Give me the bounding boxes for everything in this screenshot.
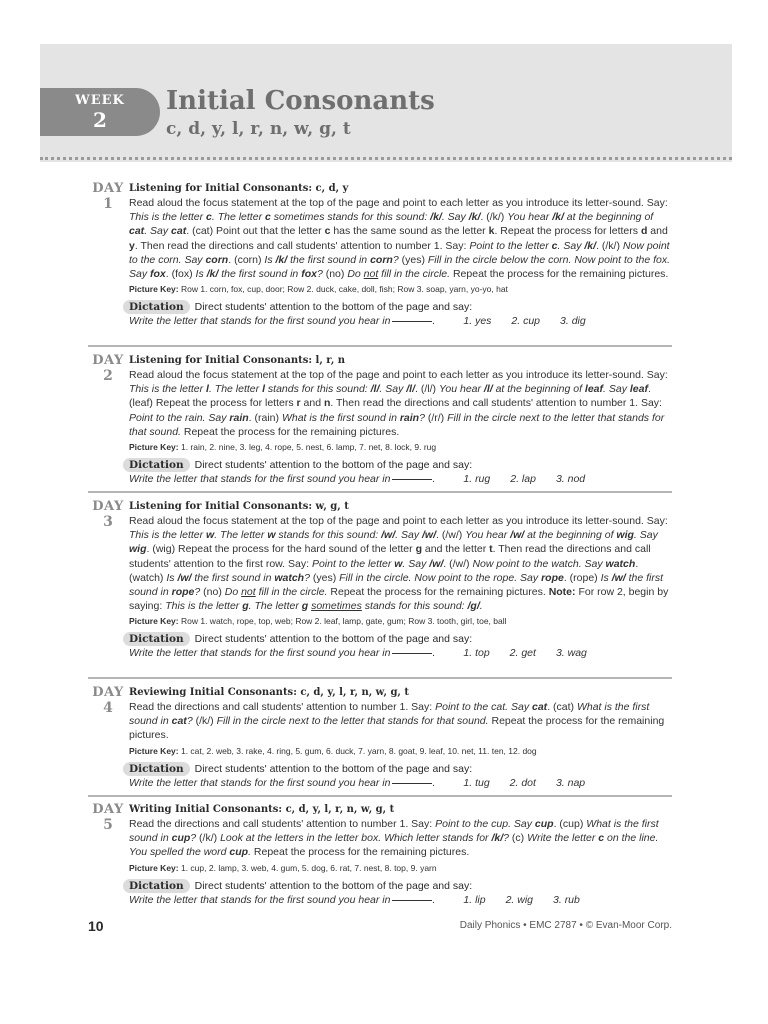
- text-run: . (/w/): [436, 529, 466, 542]
- text-run: leaf: [584, 383, 604, 396]
- text-run: the first sound in: [218, 268, 302, 281]
- day-badge: [88, 686, 128, 715]
- dictation-word: 1. top: [463, 647, 490, 660]
- picture-key-label: Picture Key:: [129, 284, 179, 295]
- dictation-text: Direct students' attention to the bottom of the page and say:: [194, 301, 473, 314]
- text-run: Point to the rain. Say: [129, 411, 230, 424]
- text-run: You hear: [507, 211, 553, 224]
- day-number: 1: [103, 196, 113, 212]
- text-run: on the line. You spelled the word: [129, 832, 659, 859]
- text-run: watch: [274, 571, 305, 584]
- day-body: [129, 803, 672, 908]
- text-run: Repeat the process for the remaining pictures.: [450, 268, 669, 281]
- text-run: Point to the cat. Say: [435, 701, 532, 713]
- text-run: cat: [532, 701, 548, 713]
- text-run: /w/: [381, 529, 396, 542]
- text-run: watch: [605, 557, 636, 570]
- text-run: For row 2, begin by saying:: [129, 586, 669, 613]
- dictation-prompt-row: Write the letter that stands for the first sound you hear in . 1. yes 2. cup 3. dig: [129, 315, 586, 328]
- text-run: t: [489, 543, 493, 556]
- text-run: This is the letter: [129, 529, 207, 542]
- text-run: . (rain): [248, 411, 282, 424]
- text-run: What is the first sound in: [129, 818, 659, 845]
- text-run: c: [324, 225, 331, 238]
- text-run: (no): [322, 268, 348, 281]
- text-run: /w/: [177, 571, 192, 584]
- text-run: /k/: [491, 832, 504, 845]
- text-run: . Say: [402, 557, 430, 570]
- text-run: and: [300, 397, 324, 410]
- text-run: /l/: [483, 383, 493, 396]
- text-run: cup: [229, 846, 249, 859]
- dictation-prompt: Write the letter that stands for the first sound you hear in: [129, 893, 391, 906]
- text-run: /g/: [467, 600, 480, 613]
- day-label: DAY: [92, 802, 124, 817]
- text-run: Is: [195, 268, 207, 281]
- text-run: sometimes stands for this sound:: [270, 211, 431, 224]
- text-run: stands for this sound:: [361, 600, 468, 613]
- dictation-prompt: Write the letter that stands for the first sound you hear in: [129, 776, 391, 789]
- text-run: stands for this sound:: [264, 383, 371, 396]
- text-run: Repeat the process for the remaining pictures.: [180, 425, 400, 438]
- text-run: Fill in the circle. Now point to the rope. Say: [339, 571, 542, 584]
- dictation-row: [129, 300, 672, 314]
- dictation-prompt-row: Write the letter that stands for the first sound you hear in . 1. top 2. get 3. wag: [129, 647, 587, 660]
- dictation-word: 2. lap: [510, 473, 536, 486]
- text-run: /w/: [611, 571, 626, 584]
- day-label: DAY: [92, 353, 124, 368]
- page-subtitle: c, d, y, l, r, n, w, g, t: [166, 119, 351, 139]
- text-run: Is: [166, 571, 178, 584]
- text-run: c: [264, 211, 271, 224]
- answer-blank: [392, 900, 432, 901]
- text-run: Repeat the process for the remaining pictures.: [327, 586, 549, 599]
- text-run: and: [647, 225, 668, 238]
- text-run: Repeat the process for the remaining pictures.: [129, 715, 665, 742]
- dictation-word: 1. tug: [463, 776, 490, 789]
- day-instructions: [129, 817, 672, 860]
- text-run: /k/: [275, 253, 288, 266]
- dictation-row: [129, 879, 672, 893]
- text-run: not: [241, 586, 256, 599]
- text-run: g: [301, 600, 309, 613]
- text-run: This is the letter: [129, 211, 207, 224]
- dotted-divider: [40, 157, 732, 160]
- text-run: . Say: [379, 383, 407, 396]
- picture-key-label: Picture Key:: [129, 442, 179, 453]
- text-run: /k/: [468, 211, 481, 224]
- dictation-prompt-row: Write the letter that stands for the first sound you hear in . 1. tug 2. dot 3. nap: [129, 776, 586, 789]
- dictation-prompt: Write the letter that stands for the first sound you hear in: [129, 473, 391, 486]
- text-run: w: [206, 529, 215, 542]
- text-run: . Say: [144, 225, 172, 238]
- text-run: at the beginning of: [524, 529, 617, 542]
- dictation-badge: Dictation: [123, 632, 190, 646]
- picture-key-label: Picture Key:: [129, 616, 179, 627]
- text-run: Do: [224, 586, 242, 599]
- text-run: . The letter: [211, 211, 265, 224]
- dictation-badge: Dictation: [123, 762, 190, 776]
- text-run: ?: [190, 832, 197, 845]
- day-body: [129, 182, 672, 329]
- text-run: . Say: [395, 529, 423, 542]
- text-run: .: [248, 846, 251, 859]
- text-run: . The letter: [214, 529, 268, 542]
- text-run: /l/: [370, 383, 380, 396]
- text-run: c: [206, 211, 212, 224]
- dictation-badge: Dictation: [123, 879, 190, 893]
- dictation-word: 3. wag: [555, 647, 587, 660]
- day-label: DAY: [92, 181, 124, 196]
- picture-key-value: 1. rain, 2. nine, 3. leg, 4. rope, 5. nest, 6. lamp, 7. net, 8. lock, 9. rug: [180, 442, 437, 453]
- text-run: Read aloud the focus statement at the top of the page and point to each letter as you introduce its letter-sound. Say:: [129, 197, 668, 209]
- day-badge: [88, 803, 128, 832]
- picture-key: [129, 862, 672, 874]
- answer-blank: [392, 783, 432, 784]
- text-run: at the beginning of: [563, 211, 654, 224]
- text-run: . Say: [633, 529, 658, 542]
- week-tab: [40, 88, 160, 136]
- text-run: not: [363, 268, 379, 281]
- picture-key-value: Row 1. corn, fox, cup, door; Row 2. duck, cake, doll, fish; Row 3. soap, yarn, yo-yo, hat: [180, 284, 508, 295]
- text-run: . The letter: [248, 600, 302, 613]
- answer-blank: [392, 479, 432, 480]
- text-run: corn: [205, 253, 229, 266]
- dictation-badge: Dictation: [123, 458, 190, 472]
- page-number: 10: [88, 918, 104, 934]
- dictation-text: Direct students' attention to the bottom of the page and say:: [194, 633, 473, 646]
- text-run: stands for this sound:: [275, 529, 382, 542]
- dictation-row: [129, 632, 672, 646]
- text-run: Do: [347, 268, 364, 281]
- text-run: /k/: [584, 239, 597, 252]
- dictation-word: 2. get: [509, 647, 536, 660]
- text-run: rope: [171, 586, 195, 599]
- day-badge: [88, 354, 128, 383]
- picture-key-value: 1. cat, 2. web, 3. rake, 4. ring, 5. gum, 6. duck, 7. yarn, 8. goat, 9. leaf, 10. net, 11. ten, 12. dog: [180, 745, 537, 756]
- text-run: Fill in the circle next to the letter that stands for that sound.: [216, 715, 489, 728]
- text-run: ?: [316, 268, 323, 281]
- text-run: /w/: [422, 529, 437, 542]
- text-run: Now point to the watch. Say: [472, 557, 606, 570]
- page-title: Initial Consonants: [166, 86, 435, 116]
- text-run: n: [323, 397, 331, 410]
- day-body: [129, 354, 672, 487]
- text-run: . (fox): [165, 268, 196, 281]
- text-run: . Then read the directions and call students' attention to number 1. Say:: [134, 239, 470, 252]
- text-run: . (cup): [553, 818, 587, 830]
- dictation-prompt-row: Write the letter that stands for the first sound you hear in . 1. lip 2. wig 3. rub: [129, 893, 580, 906]
- text-run: l: [206, 383, 209, 396]
- text-run: (yes): [398, 253, 428, 266]
- dictation-prompt: Write the letter that stands for the first sound you hear in: [129, 647, 391, 660]
- day-badge: [88, 500, 128, 529]
- text-run: cat: [129, 225, 145, 238]
- dictation-word: 2. dot: [509, 776, 536, 789]
- text-run: c: [551, 239, 558, 252]
- answer-blank: [392, 653, 432, 654]
- text-run: fill in the circle.: [378, 268, 451, 281]
- dictation-word: 3. dig: [560, 315, 586, 328]
- day-badge: [88, 182, 128, 211]
- text-run: the first sound in: [129, 571, 664, 599]
- text-run: has the same sound as the letter: [330, 225, 489, 238]
- text-run: (c): [508, 832, 528, 845]
- day-number: 4: [103, 700, 113, 716]
- text-run: cup: [534, 818, 554, 830]
- text-run: /k/: [430, 211, 442, 224]
- text-run: fox: [150, 268, 166, 281]
- dictation-row: [129, 458, 672, 472]
- text-run: Is: [264, 253, 276, 266]
- dictation-badge: Dictation: [123, 300, 190, 314]
- text-run: ?: [503, 832, 509, 845]
- text-run: Point to the letter: [469, 239, 552, 252]
- text-run: . Then read the directions and call students' attention to number 1. Say:: [330, 397, 662, 410]
- day-label: DAY: [92, 499, 124, 514]
- dictation-word: 1. yes: [463, 315, 492, 328]
- text-run: /k/: [206, 268, 219, 281]
- day-number: 5: [103, 817, 113, 833]
- text-run: and the letter: [421, 543, 490, 556]
- text-run: What is the first sound in: [129, 701, 650, 728]
- text-run: d: [640, 225, 648, 238]
- text-run: Write the letter: [527, 832, 599, 845]
- text-run: . Say: [441, 211, 469, 224]
- dictation-word: 2. wig: [505, 893, 534, 906]
- text-run: y: [129, 239, 135, 252]
- week-number: 2: [93, 108, 107, 132]
- text-run: (/k/): [196, 832, 221, 845]
- text-run: . Say: [603, 383, 630, 396]
- day-title: Listening for Initial Consonants: w, g, t: [129, 501, 349, 512]
- text-run: (yes): [309, 571, 340, 584]
- text-run: the first sound in: [191, 571, 275, 584]
- text-run: . (cat): [547, 701, 577, 713]
- text-run: What is the first sound in: [281, 411, 400, 424]
- text-run: Read the directions and call students' attention to number 1. Say:: [129, 701, 436, 713]
- text-run: (no): [200, 586, 225, 599]
- picture-key: [129, 615, 672, 627]
- text-run: /l/: [406, 383, 416, 396]
- section-divider: [88, 345, 672, 347]
- text-run: Repeat the process for the remaining pictures.: [251, 846, 470, 859]
- text-run: wig: [129, 543, 147, 556]
- text-run: Read aloud the focus statement at the top of the page and point to each letter as you introduce its letter-sound. Say:: [129, 369, 668, 381]
- text-run: w: [394, 557, 403, 570]
- text-run: rain: [229, 411, 249, 424]
- section-divider: [88, 677, 672, 679]
- day-label: DAY: [92, 685, 124, 700]
- text-run: .: [479, 600, 483, 613]
- day-instructions: [129, 700, 672, 743]
- dictation-prompt-row: Write the letter that stands for the first sound you hear in . 1. rug 2. lap 3. nod: [129, 473, 586, 486]
- text-run: (/k/): [192, 715, 217, 728]
- day-title: Writing Initial Consonants: c, d, y, l, r, n, w, g, t: [129, 804, 395, 815]
- day-title: Listening for Initial Consonants: l, r, n: [129, 355, 346, 366]
- text-run: l: [262, 383, 265, 396]
- text-run: cat: [171, 715, 187, 728]
- text-run: g: [415, 543, 422, 556]
- text-run: ?: [392, 253, 399, 266]
- dictation-word: 2. cup: [511, 315, 541, 328]
- text-run: . Then read the directions and call students' attention to the first row. Say:: [129, 543, 651, 570]
- text-run: Is: [600, 571, 612, 584]
- dictation-text: Direct students' attention to the bottom of the page and say:: [194, 459, 473, 472]
- day-body: [129, 686, 672, 791]
- dictation-text: Direct students' attention to the bottom of the page and say:: [194, 879, 473, 892]
- text-run: . Say: [557, 239, 585, 252]
- text-run: Fill in the circle below the corn. Now point to the fox. Say: [129, 253, 671, 281]
- text-run: . (rope): [563, 571, 601, 584]
- answer-blank: [392, 321, 432, 322]
- text-run: . Repeat the process for letters: [494, 225, 641, 238]
- picture-key-value: 1. cup, 2. lamp, 3. web, 4. gum, 5. dog, 6. rat, 7. nest, 8. top, 9. yarn: [180, 862, 437, 873]
- dictation-word: 3. nap: [555, 776, 586, 789]
- day-instructions: [129, 514, 672, 613]
- text-run: . (leaf) Repeat the process for letters: [129, 383, 651, 410]
- day-body: [129, 500, 672, 661]
- text-run: c: [598, 832, 605, 845]
- text-run: the first sound in: [287, 253, 371, 266]
- text-run: Point to the letter: [311, 557, 395, 570]
- dictation-word: 1. lip: [463, 893, 486, 906]
- text-run: (/r/): [424, 411, 448, 424]
- text-run: ?: [419, 411, 425, 424]
- text-run: r: [296, 397, 301, 410]
- picture-key: [129, 441, 672, 453]
- dictation-prompt: Write the letter that stands for the first sound you hear in: [129, 315, 391, 328]
- week-label: WEEK: [75, 93, 125, 108]
- dictation-word: 3. nod: [555, 473, 586, 486]
- day-title: Listening for Initial Consonants: c, d, y: [129, 183, 349, 194]
- footer-credit: Daily Phonics • EMC 2787 • © Evan-Moor Corp.: [459, 920, 672, 931]
- text-run: . The letter: [208, 383, 263, 396]
- text-run: corn: [370, 253, 393, 266]
- text-run: . (/k/): [596, 239, 623, 252]
- text-run: . (/w/): [443, 557, 473, 570]
- text-run: ?: [304, 571, 310, 584]
- text-run: wig: [616, 529, 634, 542]
- text-run: at the beginning of: [492, 383, 585, 396]
- section-divider: [88, 795, 672, 797]
- picture-key-label: Picture Key:: [129, 862, 179, 873]
- day-title: Reviewing Initial Consonants: c, d, y, l, r, n, w, g, t: [129, 687, 410, 698]
- text-run: ?: [186, 715, 193, 728]
- picture-key: [129, 283, 672, 295]
- text-run: . (/k/): [480, 211, 508, 224]
- text-run: ?: [194, 586, 201, 599]
- text-run: You hear: [438, 383, 484, 396]
- picture-key-label: Picture Key:: [129, 745, 179, 756]
- day-number: 3: [103, 514, 113, 530]
- text-run: cup: [171, 832, 191, 845]
- text-run: k: [488, 225, 495, 238]
- dictation-word: 3. rub: [553, 893, 580, 906]
- text-run: . (corn): [228, 253, 265, 266]
- text-run: cat: [171, 225, 187, 238]
- text-run: Read the directions and call students' attention to number 1. Say:: [129, 818, 436, 830]
- text-run: Look at the letters in the letter box. Which letter stands for: [220, 832, 492, 845]
- section-divider: [88, 491, 672, 493]
- text-run: /w/: [429, 557, 444, 570]
- picture-key-value: Row 1. watch, rope, top, web; Row 2. leaf, lamp, gate, gum; Row 3. tooth, girl, toe, ball: [180, 616, 507, 627]
- text-run: . (watch): [129, 557, 639, 584]
- text-run: . (cat) Point out that the letter: [186, 225, 325, 238]
- text-run: This is the letter: [129, 383, 207, 396]
- text-run: fox: [301, 268, 317, 281]
- dictation-text: Direct students' attention to the bottom of the page and say:: [194, 762, 473, 775]
- text-run: rope: [541, 571, 564, 584]
- day-number: 2: [103, 368, 113, 384]
- text-run: rain: [399, 411, 420, 424]
- text-run: This is the letter: [165, 600, 243, 613]
- text-run: fill in the circle.: [255, 586, 328, 599]
- text-run: . (wig) Repeat the process for the hard sound of the letter: [146, 543, 416, 556]
- text-run: Read aloud the focus statement at the top of the page and point to each letter as you introduce its letter-sound. Say:: [129, 515, 668, 527]
- dictation-row: [129, 762, 672, 776]
- text-run: /w/: [510, 529, 525, 542]
- day-instructions: [129, 368, 672, 439]
- text-run: Now point to the corn. Say: [129, 239, 670, 266]
- text-run: Point to the cup. Say: [435, 818, 535, 830]
- text-run: w: [267, 529, 276, 542]
- text-run: Fill in the circle next to the letter that stands for that sound.: [129, 411, 665, 438]
- dictation-word: 1. rug: [463, 473, 491, 486]
- text-run: You hear: [465, 529, 511, 542]
- text-run: Note:: [548, 586, 576, 599]
- day-instructions: [129, 196, 672, 281]
- text-run: sometimes: [311, 600, 362, 613]
- text-run: g: [242, 600, 249, 613]
- text-run: . (/l/): [415, 383, 439, 396]
- text-run: /k/: [552, 211, 564, 224]
- text-run: leaf: [629, 383, 648, 396]
- picture-key: [129, 745, 672, 757]
